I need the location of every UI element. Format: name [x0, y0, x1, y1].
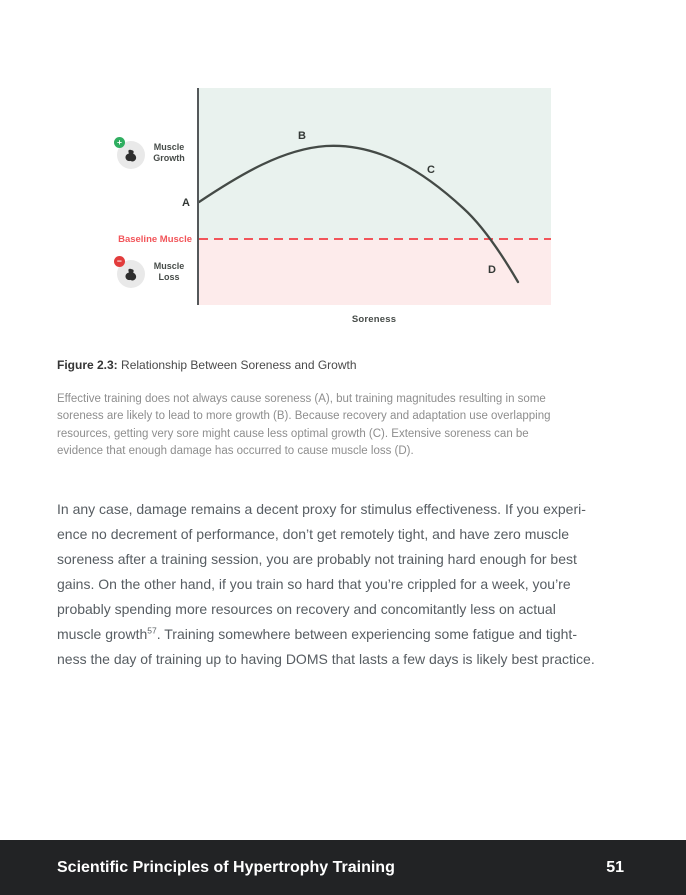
bicep-icon — [123, 147, 140, 164]
x-axis-label: Soreness — [351, 314, 397, 325]
minus-badge-icon: − — [114, 256, 125, 267]
body-line: gains. On the other hand, if you train so hard that you’re crippled for a week, you’re — [57, 576, 571, 592]
body-line: ence no decrement of performance, don’t get remotely tight, and have zero muscle — [57, 526, 570, 542]
muscle-growth-label-line2: Growth — [153, 153, 185, 163]
muscle-growth-label-line1: Muscle — [153, 142, 185, 152]
footer-book-title: Scientific Principles of Hypertrophy Training — [57, 859, 395, 876]
bicep-icon — [123, 266, 140, 283]
page-number: 51 — [606, 859, 624, 876]
figure-caption — [57, 391, 551, 461]
body-line: soreness after a training session, you are probably not training hard enough for best — [57, 551, 577, 567]
figure-title-text: Relationship Between Soreness and Growth — [121, 358, 357, 372]
body-line-with-footnote — [57, 622, 595, 647]
body-paragraph — [57, 497, 595, 672]
point-label-c: C — [427, 164, 435, 176]
growth-curve — [199, 88, 553, 305]
muscle-loss-icon — [117, 256, 145, 288]
soreness-growth-figure — [0, 0, 686, 345]
body-line: ness the day of training up to having DOMS that lasts a few days is likely best practice. — [57, 651, 595, 667]
caption-line: resources, getting very sore might cause less optimal growth (C). Extensive soreness can be — [57, 427, 529, 440]
muscle-loss-label-line2: Loss — [158, 272, 180, 282]
body-line-post: . Training somewhere between experiencing some fatigue and tight- — [156, 626, 577, 642]
muscle-loss-label — [146, 261, 192, 283]
caption-line: Effective training does not always cause soreness (A), but training magnitudes resulting in some — [57, 393, 546, 405]
footnote-ref-57: 57 — [147, 625, 157, 636]
point-label-a: A — [182, 197, 190, 209]
baseline-muscle-label: Baseline Muscle — [118, 234, 192, 245]
caption-line: soreness are likely to lead to more growth (B). Because recovery and adaptation use overlapping — [57, 410, 551, 423]
body-line-pre: muscle growth — [57, 626, 148, 642]
figure-caption-title — [57, 358, 357, 372]
body-line: probably spending more resources on recovery and concomitantly less on actual — [57, 601, 556, 617]
footer-bar — [0, 840, 686, 895]
muscle-loss-label-line1: Muscle — [153, 261, 185, 271]
point-label-b: B — [298, 130, 306, 142]
muscle-growth-icon — [117, 137, 145, 169]
point-label-d: D — [488, 264, 496, 276]
body-line: In any case, damage remains a decent proxy for stimulus effectiveness. If you experi- — [57, 501, 586, 517]
plot-area — [197, 88, 551, 305]
plus-badge-icon: + — [114, 137, 125, 148]
caption-line: evidence that enough damage has occurred to cause muscle loss (D). — [57, 445, 414, 458]
figure-number: Figure 2.3: — [57, 358, 118, 372]
muscle-growth-label — [146, 142, 192, 164]
